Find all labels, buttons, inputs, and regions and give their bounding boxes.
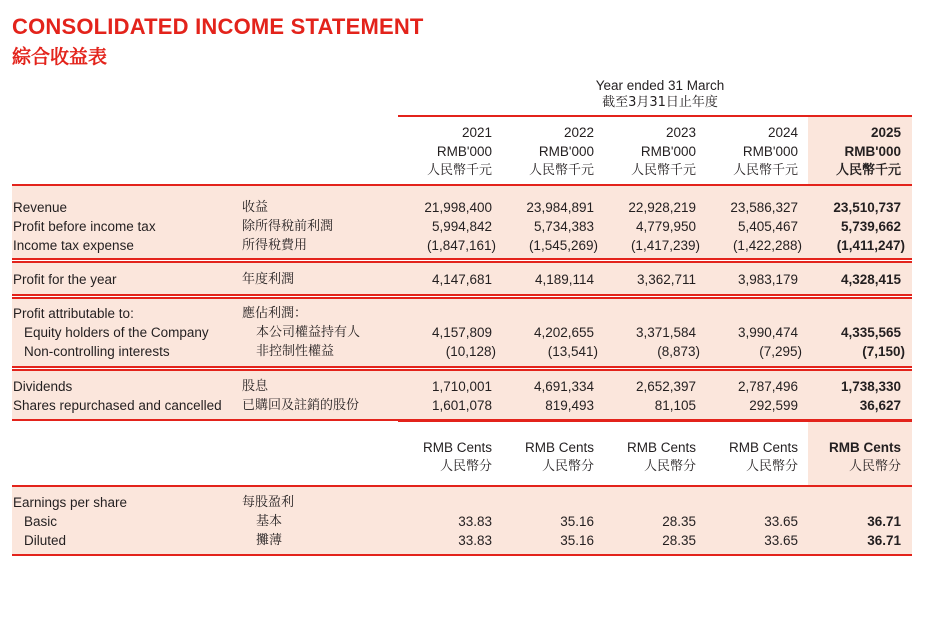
- table-rule: [12, 294, 912, 296]
- period-label: Year ended 31 March: [595, 78, 725, 93]
- table-rule: [12, 258, 912, 260]
- period-label-chinese: 截至3月31日止年度: [602, 95, 718, 110]
- page-title: CONSOLIDATED INCOME STATEMENT: [12, 14, 424, 39]
- table-rule: [12, 366, 912, 368]
- table-rule: [12, 554, 912, 556]
- page-title-chinese: 綜合收益表: [12, 46, 108, 68]
